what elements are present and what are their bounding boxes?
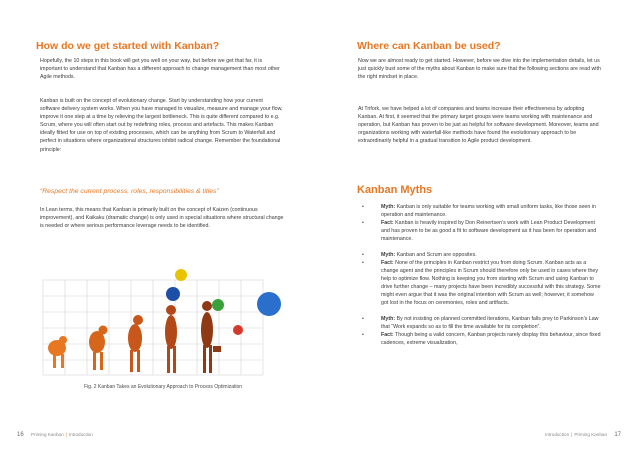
footer-chapter: Introduction (68, 432, 93, 437)
myth-item: • Myth: Kanban and Scrum are opposites. (358, 251, 602, 259)
evolution-illustration (23, 260, 288, 390)
right-paragraph-2: At Trifork, we have helped a lot of companies and teams increase their effectiveness by adopting Kanban. At first, it seemed that the primary target groups were teams working with maintenance and operation, but Kanban has proven to be just as helpful for software development. Moreover, teams and organizations working with waterfall-like methods have found the evolutionary approach to be extraordinarily helpful in a gradual transition to Agile product development. (358, 106, 599, 145)
fact-item: • Fact: Though being a valid concern, Kanban projects rarely display this behaviour, since fixed cadences, extreme visualization, (358, 331, 602, 347)
left-paragraph-2: Kanban is built on the concept of evolutionary change. Start by understanding how your current software delivery system works. When you have managed to visualize, measure and manage your flow, improve it one step at a time by relieving the largest bottleneck. This is quite different compared to e.g. Scrum, where you will often start out by redefining roles, process and artefacts. This makes Kanban ideally fitted for use on top of existing processes, which can be anything from Scrum to Waterfall and perfect in situations where organizational structures inhibit radical change. Remember the foundational principle: (40, 98, 283, 153)
myths-list (358, 203, 602, 347)
footer-separator: | (65, 432, 67, 437)
right-paragraph-1: Now we are almost ready to get started. However, before we dive into the implementation details, let us just quickly bust some of the myths about Kanban to make sure that the following sections are read with the right mindset in place. (358, 58, 601, 81)
figure-caption: Fig. 2 Kanban Takes an Evolutionary Approach to Process Optimization (84, 384, 243, 390)
left-paragraph-3: In Lean terms, this means that Kanban is primarily built on the concept of Kaizen (continuous improvement), and Kaikaku (dramatic change) is only used in special situations where structural change is needed or where serious performance leverage needs to be identified. (40, 207, 284, 230)
footer-book: Priming Kanban (30, 432, 64, 437)
myths-title: Kanban Myths (357, 184, 433, 196)
colored-circles-icon (166, 269, 281, 335)
right-page (319, 0, 638, 453)
footer-book: Priming Kanban (574, 432, 608, 437)
keyboard-grid-icon (43, 280, 263, 375)
footer-chapter: Introduction (545, 432, 570, 437)
page-number: 16 (17, 432, 24, 438)
page-number: 17 (614, 432, 621, 438)
principle-quote: “Respect the current process, roles, responsibilities & titles” (40, 188, 219, 195)
myth-item: • Myth: Kanban is only suitable for teams working with small uniform tasks, like those seen in operation and maintenance. (358, 203, 602, 219)
footer-separator: | (571, 432, 573, 437)
fact-item: • Fact: Kanban is heavily inspired by Don Reinertsen’s work with Lean Product Development and has proven to be as good a fit to software development as it has been for operation and maintenance. (358, 219, 602, 243)
fact-item: • Fact: None of the principles in Kanban restrict you from doing Scrum. Kanban acts as a change agent and the principles in Scrum should therefore only be used in cases where they help to optimize flow. Nothing is keeping you from starting with Scrum and using Kanban to drive further change – many projects have been incredibly successful with this strategy. Some might even argue that it was the original intention with Scrum as well; however, it somehow got lost in the focus on ceremonies, roles and artifacts. (358, 259, 602, 307)
left-paragraph-1: Hopefully, the 10 steps in this book will get you well on your way, but before we get that far, it is important to understand that Kanban has a different approach to change management than most other Agile methods. (40, 58, 280, 81)
left-footer (17, 432, 93, 438)
left-heading: How do we get started with Kanban? (36, 40, 220, 52)
myth-item: • Myth: By not insisting on planned committed iterations, Kanban falls prey to Parkinson’s Law that “Work expands so as to fill the time available for its completion”. (358, 315, 602, 331)
right-footer (545, 432, 621, 438)
right-heading: Where can Kanban be used? (357, 40, 501, 52)
